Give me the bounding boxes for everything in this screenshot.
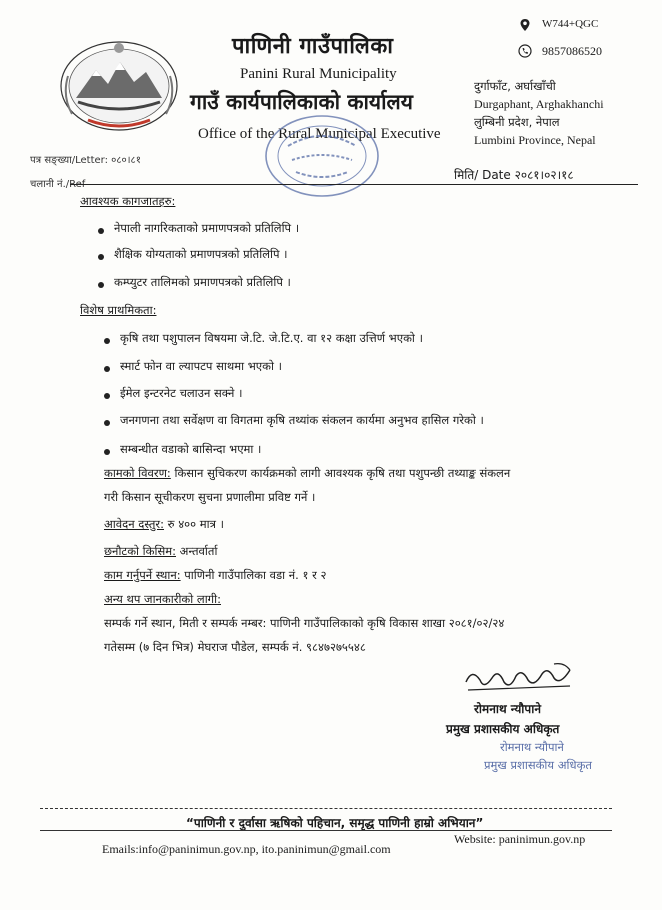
footer-slogan: “पाणिनी र दुर्वासा ऋषिको पहिचान, समृद्ध पाणिनी हाम्रो अभियान”	[186, 816, 484, 830]
list-item: सम्बन्धीत वडाको बासिन्दा भएमा ।	[120, 442, 262, 456]
bullet	[104, 420, 110, 426]
footer-divider	[40, 830, 612, 831]
fee-label: आवेदन दस्तुर:	[104, 517, 165, 531]
bullet	[104, 449, 110, 455]
location-pin-icon	[518, 18, 532, 32]
bullet	[98, 254, 104, 260]
signatory-name: रोमनाथ न्यौपाने	[474, 702, 541, 716]
header-divider	[70, 184, 638, 185]
address-line: Lumbini Province, Nepal	[474, 133, 596, 147]
list-item: स्मार्ट फोन वा ल्यापटप साथमा भएको ।	[120, 359, 282, 373]
application-fee	[104, 517, 224, 532]
work-place	[104, 568, 326, 583]
contact-details-line: सम्पर्क गर्ने स्थान, मिती र सम्पर्क नम्बर: पाणिनी गाउँपालिकाको कृषि विकास शाखा २०८१/०२/२४	[104, 616, 505, 630]
required-docs-heading: आवश्यक कागजातहरु:	[80, 194, 176, 208]
org-name-np: पाणिनी गाउँपालिका	[232, 33, 394, 59]
work-description-text: किसान सुचिकरण कार्यक्रमको लागी आवश्यक कृषि तथा पशुपन्छी तथ्याङ्क संकलन	[170, 466, 511, 480]
signature-stamp-title: प्रमुख प्रशासकीय अधिकृत	[484, 758, 592, 772]
list-item: शैक्षिक योग्यताको प्रमाणपत्रको प्रतिलिपि ।	[114, 247, 288, 261]
office-seal-stamp	[262, 112, 382, 200]
more-info-heading: अन्य थप जानकारीको लागी:	[104, 592, 221, 606]
list-item: कृषि तथा पशुपालन विषयमा जे.टि. जे.टि.ए. वा १२ कक्षा उत्तिर्ण भएको ।	[120, 331, 423, 345]
plus-code: W744+QGC	[542, 18, 599, 30]
work-description-label: कामको विवरण:	[104, 466, 171, 480]
list-item: नेपाली नागरिकताको प्रमाणपत्रको प्रतिलिपि ।	[114, 221, 300, 235]
work-description-text-2: गरी किसान सूचीकरण सुचना प्रणालीमा प्रविष्ट गर्ने ।	[104, 490, 316, 504]
selection-value: अन्तर्वार्ता	[176, 544, 218, 558]
list-item: जनगणना तथा सर्वेक्षण वा विगतमा कृषि तथ्यांक संकलन कार्यमा अनुभव हासिल गरेको ।	[120, 413, 484, 427]
fee-value: रु ४०० मात्र ।	[164, 517, 225, 531]
selection-method	[104, 544, 217, 559]
phone-icon	[518, 44, 532, 58]
footer-divider	[40, 808, 612, 809]
work-place-value: पाणिनी गाउँपालिका वडा नं. १ र २	[180, 568, 327, 582]
org-name-en: Panini Rural Municipality	[240, 66, 397, 82]
address-line: Durgaphant, Arghakhanchi	[474, 97, 604, 111]
office-name-en: Office of the Rural Municipal Executive	[198, 126, 441, 142]
phone-number: 9857086520	[542, 44, 602, 58]
bullet	[104, 393, 110, 399]
bullet	[98, 282, 104, 288]
selection-label: छनौटको किसिम:	[104, 544, 176, 558]
priority-heading: विशेष प्राथमिकता:	[80, 303, 157, 317]
address-line: लुम्बिनी प्रदेश, नेपाल	[474, 115, 560, 129]
bullet	[104, 338, 110, 344]
bullet	[98, 228, 104, 234]
letter-number: पत्र सङ्ख्या/Letter: ०८०।८१	[30, 155, 141, 166]
list-item: कम्प्युटर तालिमको प्रमाणपत्रको प्रतिलिपि ।	[114, 275, 291, 289]
work-description	[104, 466, 510, 481]
bullet	[104, 366, 110, 372]
signature-stamp-name: रोमनाथ न्यौपाने	[500, 740, 564, 754]
address-line: दुर्गाफाँट, अर्घाखाँची	[474, 79, 556, 93]
work-place-label: काम गर्नुपर्ने स्थान:	[104, 568, 181, 582]
footer-website: Website: paninimun.gov.np	[454, 832, 586, 846]
signatory-title: प्रमुख प्रशासकीय अधिकृत	[446, 722, 560, 736]
footer-emails: Emails:info@paninimun.gov.np, ito.paninimun@gmail.com	[102, 842, 391, 856]
list-item: ईमेल इन्टरनेट चलाउन सक्ने ।	[120, 386, 243, 400]
office-name-np: गाउँ कार्यपालिकाको कार्यालय	[190, 89, 413, 114]
nepal-emblem-icon	[58, 36, 180, 132]
reference-number: चलानी नं./Ref	[30, 179, 86, 190]
letter-date: मिति/ Date २०८१।०२।१८	[454, 168, 574, 182]
handwritten-signature	[458, 660, 578, 698]
contact-details-line: गतेसम्म (७ दिन भित्र) मेघराज पौडेल, सम्पर्क नं. ९८४७२७५५४८	[104, 640, 366, 654]
